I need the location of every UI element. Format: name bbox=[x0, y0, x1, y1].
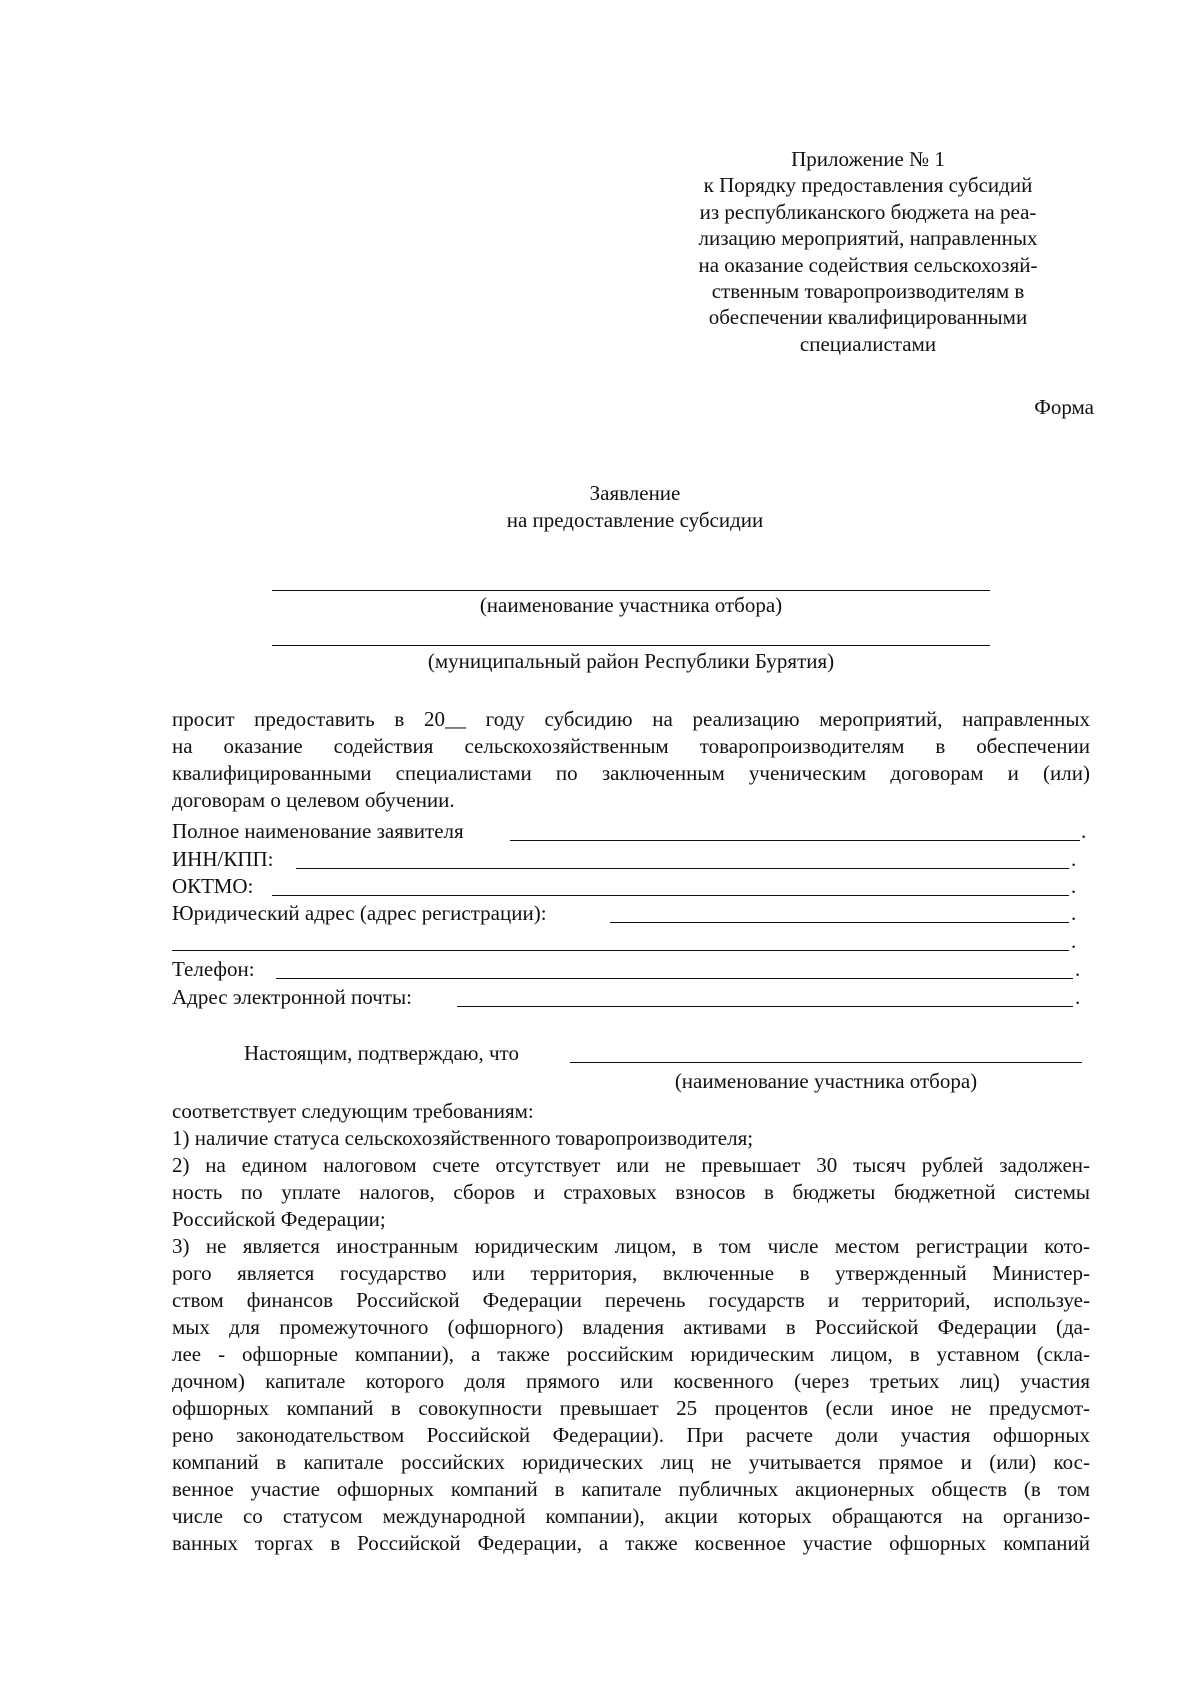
title-line-1: Заявление bbox=[589, 481, 681, 505]
oktmo-field[interactable] bbox=[272, 895, 1069, 896]
requirements-intro: соответствует следующим требованиям: bbox=[172, 1099, 534, 1123]
requirement-line: рено законодательством Российской Федерации). При расчете доли участия офшорных bbox=[172, 1423, 1090, 1447]
appendix-line: Приложение № 1 bbox=[791, 147, 945, 171]
inn-kpp-end-dot: . bbox=[1071, 847, 1077, 871]
confirmation-lead: Настоящим, подтверждаю, что bbox=[244, 1041, 519, 1065]
appendix-header bbox=[668, 146, 1068, 357]
form-label: Форма bbox=[1034, 395, 1094, 419]
legal-address-continued-end-dot: . bbox=[1071, 929, 1077, 953]
appendix-line: обеспечении квалифицированными bbox=[708, 305, 1028, 330]
participant-name-line[interactable] bbox=[272, 590, 990, 591]
phone-end-dot: . bbox=[1075, 957, 1081, 981]
appendix-line: к Порядку предоставления субсидий bbox=[703, 173, 1033, 198]
email-label: Адрес электронной почты: bbox=[172, 985, 412, 1009]
request-line: договорам о целевом обучении. bbox=[172, 788, 455, 812]
legal-address-end-dot: . bbox=[1071, 901, 1077, 925]
legal-address-field-continued[interactable] bbox=[172, 950, 1069, 951]
request-line: квалифицированными специалистами по заключенным ученическим договорам и (или) bbox=[172, 761, 1090, 785]
appendix-line: ственным товаропроизводителям в bbox=[711, 279, 1025, 304]
district-line[interactable] bbox=[272, 645, 990, 646]
legal-address-label: Юридический адрес (адрес регистрации): bbox=[172, 901, 547, 925]
email-field[interactable] bbox=[457, 1006, 1073, 1007]
requirement-line: мых для промежуточного (офшорного) владения активами в Российской Федерации (да- bbox=[172, 1315, 1090, 1339]
district-caption: (муниципальный район Республики Бурятия) bbox=[427, 649, 835, 673]
legal-address-field[interactable] bbox=[610, 922, 1069, 923]
requirement-line: ность по уплате налогов, сборов и страховых взносов в бюджеты бюджетной системы bbox=[172, 1180, 1090, 1204]
appendix-line: на оказание содействия сельскохозяй- bbox=[698, 252, 1038, 277]
requirements-list bbox=[172, 1125, 1090, 1557]
request-line: просит предоставить в 20__ году субсидию на реализацию мероприятий, направленных bbox=[172, 707, 1090, 731]
appendix-line: специалистами bbox=[799, 331, 937, 356]
participant-name-caption: (наименование участника отбора) bbox=[479, 593, 783, 617]
requirement-line: лее - офшорные компании), а также российским юридическим лицом, в уставном (скла- bbox=[172, 1342, 1090, 1366]
requirement-line: ванных торгах в Российской Федерации, а также косвенное участие офшорных компаний bbox=[172, 1531, 1090, 1555]
requirement-line: офшорных компаний в совокупности превышает 25 процентов (если иное не предусмот- bbox=[172, 1396, 1090, 1420]
confirmation-participant-field[interactable] bbox=[570, 1062, 1082, 1063]
requirement-line: дочном) капитале которого доля прямого или косвенного (через третьих лиц) участия bbox=[172, 1369, 1090, 1393]
inn-kpp-label: ИНН/КПП: bbox=[172, 847, 274, 871]
full-name-field[interactable] bbox=[510, 840, 1080, 841]
full-name-end-dot: . bbox=[1081, 819, 1087, 843]
confirmation-participant-caption: (наименование участника отбора) bbox=[674, 1069, 978, 1093]
requirement-line: 2) на едином налоговом счете отсутствует или не превышает 30 тысяч рублей задолжен- bbox=[172, 1153, 1090, 1177]
inn-kpp-field[interactable] bbox=[296, 868, 1069, 869]
title-line-2: на предоставление субсидии bbox=[506, 508, 764, 532]
requirements-section bbox=[172, 1098, 1090, 1557]
appendix-line: лизацию мероприятий, направленных bbox=[698, 226, 1038, 251]
document-title bbox=[0, 480, 1200, 534]
email-end-dot: . bbox=[1075, 985, 1081, 1009]
request-paragraph bbox=[172, 706, 1090, 814]
requirement-line: 3) не является иностранным юридическим лицом, в том числе местом регистрации кото- bbox=[172, 1234, 1090, 1258]
oktmo-label: ОКТМО: bbox=[172, 874, 254, 898]
full-name-label: Полное наименование заявителя bbox=[172, 819, 464, 843]
requirement-line: рого является государство или территория, включенные в утвержденный Министер- bbox=[172, 1261, 1090, 1285]
request-line: на оказание содействия сельскохозяйственным товаропроизводителям в обеспечении bbox=[172, 734, 1090, 758]
requirement-line: 1) наличие статуса сельскохозяйственного товаропроизводителя; bbox=[172, 1126, 754, 1150]
oktmo-end-dot: . bbox=[1071, 874, 1077, 898]
appendix-line: из республиканского бюджета на реа- bbox=[699, 199, 1037, 224]
phone-field[interactable] bbox=[276, 978, 1073, 979]
requirement-line: числе со статусом международной компании), акции которых обращаются на организо- bbox=[172, 1504, 1090, 1528]
phone-label: Телефон: bbox=[172, 957, 255, 981]
requirement-line: компаний в капитале российских юридических лиц не учитывается прямое и (или) кос- bbox=[172, 1450, 1090, 1474]
requirement-line: ством финансов Российской Федерации перечень государств и территорий, используе- bbox=[172, 1288, 1090, 1312]
requirement-line: венное участие офшорных компаний в капитале публичных акционерных обществ (в том bbox=[172, 1477, 1090, 1501]
requirement-line: Российской Федерации; bbox=[172, 1207, 386, 1231]
